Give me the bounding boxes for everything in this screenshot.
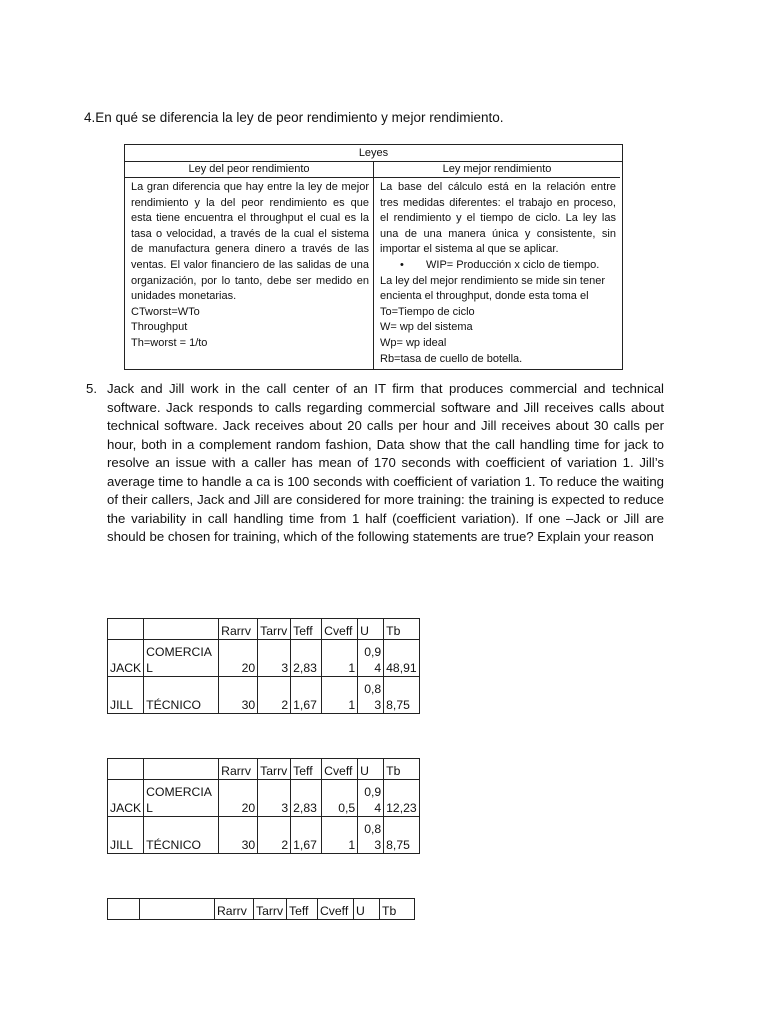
leyes-table bbox=[124, 144, 623, 370]
results-table-1 bbox=[107, 618, 420, 714]
formula-line: Throughput bbox=[131, 321, 188, 334]
table-cell: 8,75 bbox=[384, 677, 420, 714]
table-header-row bbox=[108, 759, 420, 780]
table-cell: 30 bbox=[219, 817, 258, 854]
question-4-title: 4.En qué se diferencia la ley de peor rendimiento y mejor rendimiento. bbox=[84, 110, 504, 125]
table-header-cell: Cveff bbox=[318, 899, 354, 920]
table-header-cell bbox=[140, 899, 215, 920]
table-cell: 1 bbox=[322, 677, 358, 714]
table-header-cell: Teff bbox=[291, 759, 322, 780]
table-cell: COMERCIA L bbox=[144, 640, 219, 677]
peor-rendimiento-column bbox=[125, 162, 374, 369]
formula-line: CTworst=WTo bbox=[131, 305, 200, 318]
table-header-row bbox=[108, 899, 415, 920]
table-header-cell: Tarrv bbox=[254, 899, 287, 920]
formula-line: Th=worst = 1/to bbox=[131, 336, 208, 349]
text-line: To=Tiempo de ciclo bbox=[380, 305, 475, 318]
question-5 bbox=[86, 380, 664, 547]
table-row bbox=[108, 677, 420, 714]
table-header-cell bbox=[108, 899, 140, 920]
question-5-number: 5. bbox=[86, 381, 97, 396]
results-table-2 bbox=[107, 758, 420, 854]
text-line: W= wp del sistema bbox=[380, 321, 473, 334]
table-row bbox=[108, 780, 420, 817]
table-cell: 3 bbox=[258, 780, 291, 817]
bullet-dot-icon: • bbox=[400, 258, 404, 271]
bullet-text: WIP= Producción x ciclo de tiempo. bbox=[426, 258, 600, 271]
table-header-cell: Rarrv bbox=[219, 619, 258, 640]
table-cell: JILL bbox=[108, 817, 144, 854]
table-cell: 0,8 3 bbox=[358, 817, 384, 854]
table-header-cell: Rarrv bbox=[215, 899, 254, 920]
table-cell: 0,9 4 bbox=[358, 780, 384, 817]
table-header-cell: Teff bbox=[291, 619, 322, 640]
mejor-rendimiento-text: La base del cálculo está en la relación entre tres medidas diferentes: el trabajo en proceso, el rendimiento y el tiempo de ciclo. La ley las una de una manera única y consistente, sin importar el sistema al que se aplicar. bbox=[380, 181, 616, 256]
table-cell: 12,23 bbox=[384, 780, 420, 817]
table-header-cell bbox=[144, 619, 219, 640]
table-header-cell: Tarrv bbox=[258, 759, 291, 780]
table-cell: 2,83 bbox=[291, 640, 322, 677]
table-cell: 2 bbox=[258, 817, 291, 854]
text-line: Wp= wp ideal bbox=[380, 336, 447, 349]
table-header-cell: U bbox=[358, 759, 384, 780]
table-cell: 0,8 3 bbox=[358, 677, 384, 714]
table-cell: JACK bbox=[108, 780, 144, 817]
table-cell: TÉCNICO bbox=[144, 677, 219, 714]
table-cell: 2 bbox=[258, 677, 291, 714]
table-header-cell bbox=[144, 759, 219, 780]
table-cell: 8,75 bbox=[384, 817, 420, 854]
table-header-cell: Tarrv bbox=[258, 619, 291, 640]
table-cell: 1,67 bbox=[291, 817, 322, 854]
table-cell: 20 bbox=[219, 640, 258, 677]
table-cell: 3 bbox=[258, 640, 291, 677]
table-cell: TÉCNICO bbox=[144, 817, 219, 854]
results-table-3 bbox=[107, 898, 415, 920]
table-cell: 20 bbox=[219, 780, 258, 817]
table-header-cell: Cveff bbox=[322, 759, 358, 780]
table-header-cell: Rarrv bbox=[219, 759, 258, 780]
table-header-cell: Teff bbox=[287, 899, 318, 920]
table-header-cell: U bbox=[358, 619, 384, 640]
table-cell: JACK bbox=[108, 640, 144, 677]
mejor-rendimiento-title: Ley mejor rendimiento bbox=[374, 162, 620, 178]
peor-rendimiento-title: Ley del peor rendimiento bbox=[125, 162, 373, 178]
text-line: La ley del mejor rendimiento se mide sin tener encienta el throughput, donde esta toma el bbox=[380, 274, 606, 303]
table-header-cell: Tb bbox=[384, 759, 420, 780]
table-cell: 2,83 bbox=[291, 780, 322, 817]
bullet-item bbox=[380, 258, 616, 274]
table-header-cell bbox=[108, 619, 144, 640]
table-cell: 1 bbox=[322, 817, 358, 854]
table-header-cell bbox=[108, 759, 144, 780]
table-cell: 48,91 bbox=[384, 640, 420, 677]
mejor-rendimiento-column bbox=[374, 162, 620, 369]
table-header-row bbox=[108, 619, 420, 640]
table-cell: COMERCIA L bbox=[144, 780, 219, 817]
table-cell: 0,5 bbox=[322, 780, 358, 817]
table-cell: JILL bbox=[108, 677, 144, 714]
question-5-text: Jack and Jill work in the call center of an IT firm that produces commercial and technical software. Jack responds to calls regarding commercial software and Jill receives calls about technical software. Jack receives about 20 calls per hour and Jill receives about 30 calls per hour, both in a complement random fashion, Data show that the call handling time for jack to resolve an issue with a caller has mean of 170 seconds with coefficient of variation 1. Jill’s average time to handle a ca is 100 seconds with coefficient of variation 1. To reduce the waiting of their callers, Jack and Jill are considered for more training: the training is expected to reduce the variability in call handling time from 1 half (coefficient variation). If one –Jack or Jill are should be chosen for training, which of the following statements are true? Explain your reason bbox=[107, 381, 664, 544]
text-line: Rb=tasa de cuello de botella. bbox=[380, 352, 523, 365]
table-header-cell: Tb bbox=[384, 619, 420, 640]
table-row bbox=[108, 640, 420, 677]
table-cell: 1 bbox=[322, 640, 358, 677]
table-row bbox=[108, 817, 420, 854]
table-cell: 1,67 bbox=[291, 677, 322, 714]
leyes-header: Leyes bbox=[125, 145, 622, 162]
table-cell: 30 bbox=[219, 677, 258, 714]
peor-rendimiento-text: La gran diferencia que hay entre la ley de mejor rendimiento y la del peor rendimiento es que esta tiene encuentra el throughput el cual es la tasa o velocidad, a través de la cual el sistema de manufactura genera dinero a través de las ventas. El valor financiero de las salidas de una organización, por lo tanto, debe ser medido en unidades monetarias. bbox=[131, 181, 369, 303]
table-cell: 0,9 4 bbox=[358, 640, 384, 677]
table-header-cell: U bbox=[354, 899, 380, 920]
table-header-cell: Tb bbox=[380, 899, 415, 920]
table-header-cell: Cveff bbox=[322, 619, 358, 640]
